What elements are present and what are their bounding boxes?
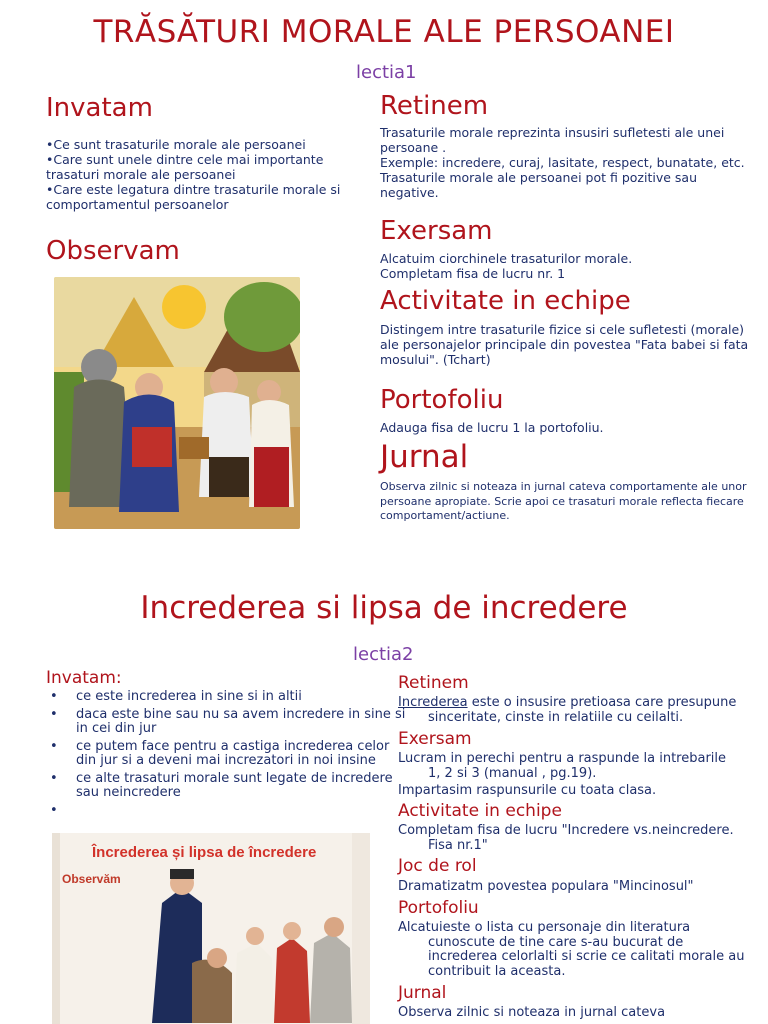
text-line: Dramatizatm povestea populara "Mincinosul" — [398, 879, 694, 894]
text-line: Completam fisa de lucru "Incredere vs.neincredere. — [398, 823, 734, 838]
lesson1-title: TRĂSĂTURI MORALE ALE PERSOANEI — [93, 14, 675, 50]
text-line: Impartasim raspunsurile cu toata clasa. — [398, 783, 657, 798]
lesson2-activitate-text — [398, 824, 763, 853]
text-line: Trasaturile morale reprezinta insusiri sufletesti ale unei — [380, 125, 725, 140]
lesson2-retinem-heading: Retinem — [398, 673, 469, 693]
text-line: Adauga fisa de lucru 1 la portofoliu. — [380, 420, 604, 435]
folk-tale-illustration — [54, 277, 300, 529]
list-item: trasaturi morale ale persoanei — [46, 167, 236, 182]
text-line: Lucram in perechi pentru a raspunde la intrebarile — [398, 751, 727, 766]
list-item: • ce alte trasaturi morale sunt legate de incredere sau neincredere — [76, 772, 406, 801]
text-line: mosului". (Tchart) — [380, 352, 491, 367]
text-line: ale personajelor principale din povestea "Fata babei si fata — [380, 337, 749, 352]
text-line: Trasaturile morale ale persoanei pot fi pozitive sau — [380, 170, 697, 185]
text-line: Completam fisa de lucru nr. 1 — [380, 266, 566, 281]
text-line: Fisa nr.1" — [428, 837, 488, 853]
text-line: persoane apropiate. Scrie apoi ce trasaturi morale reflecta fiecare — [380, 494, 744, 508]
lesson2-exersam-heading: Exersam — [398, 729, 472, 749]
lesson2-title: Increderea si lipsa de incredere — [140, 590, 628, 626]
lesson2-joc-text — [398, 880, 763, 895]
text-line: Alcatuieste o lista cu personaje din literatura — [398, 920, 691, 935]
text-line: este o insusire pretioasa care presupune — [467, 695, 737, 710]
lesson1-portofoliu-text — [380, 420, 755, 435]
lesson1-number: lectia1 — [356, 62, 417, 83]
text-line: cunoscute de tine care s-au bucurat de — [428, 934, 684, 950]
text-line: comportament/actiune. — [380, 509, 510, 522]
lesson1-jurnal-heading: Jurnal — [380, 439, 469, 475]
lesson1-jurnal-text — [380, 480, 765, 524]
list-item: • daca este bine sau nu sa avem incredere in sine si in cei din jur — [76, 708, 406, 737]
lesson2-jurnal-text — [398, 1006, 763, 1021]
list-item: • ce putem face pentru a castiga increderea celor din jur si a deveni mai increzatori in noi insine — [76, 740, 406, 769]
book-title: Încrederea și lipsa de încredere — [92, 844, 317, 861]
lesson2-activitate-heading: Activitate in echipe — [398, 801, 562, 821]
lesson2-retinem-text — [398, 696, 763, 725]
lesson1-retinem-heading: Retinem — [380, 91, 489, 121]
lesson1-exersam-heading: Exersam — [380, 216, 493, 246]
lesson2-portofoliu-text — [398, 921, 763, 979]
text-line: contribuit la aceasta. — [428, 963, 566, 979]
text-line: increderea celorlalti si scrie ce calitati morale au — [428, 949, 745, 964]
textbook-illustration — [52, 833, 370, 1024]
text-line: persoane . — [380, 140, 447, 155]
list-item: • ce este increderea in sine si in altii — [76, 690, 406, 705]
lesson2-portofoliu-heading: Portofoliu — [398, 898, 479, 918]
list-item — [76, 804, 406, 819]
text-line: Distingem intre trasaturile fizice si cele sufletesti (morale) — [380, 322, 745, 337]
lesson1-portofoliu-heading: Portofoliu — [380, 385, 504, 415]
list-item: •Ce sunt trasaturile morale ale persoanei — [46, 137, 306, 152]
lesson2-jurnal-heading: Jurnal — [398, 983, 447, 1003]
text-line: negative. — [380, 185, 439, 200]
text-line: Observa zilnic si noteaza in jurnal cateva comportamente ale unor — [380, 480, 747, 493]
lesson2-joc-heading: Joc de rol — [398, 856, 477, 876]
lesson2-number: lectia2 — [353, 644, 414, 665]
lesson1-retinem-text — [380, 125, 755, 200]
text-line: Observa zilnic si noteaza in jurnal cateva — [398, 1005, 666, 1020]
underlined-term: Increderea — [398, 695, 468, 710]
text-line: Alcatuim ciorchinele trasaturilor morale. — [380, 251, 633, 266]
list-item: •Care este legatura dintre trasaturile morale si — [46, 182, 341, 197]
book-label: Observăm — [62, 872, 121, 886]
list-item: comportamentul persoanelor — [46, 197, 229, 212]
lesson2-invatam-list — [46, 690, 406, 821]
lesson1-exersam-text — [380, 251, 755, 281]
lesson1-activitate-heading: Activitate in echipe — [380, 286, 631, 316]
list-item: •Care sunt unele dintre cele mai importante — [46, 152, 324, 167]
lesson2-invatam-heading: Invatam: — [46, 668, 122, 688]
lesson1-activitate-text — [380, 322, 760, 367]
lesson2-exersam-text — [398, 752, 763, 799]
text-line: 1, 2 si 3 (manual , pg.19). — [428, 765, 597, 781]
text-line: sinceritate, cinste in relatiile cu ceilalti. — [428, 709, 684, 725]
lesson1-invatam-list — [46, 137, 366, 212]
lesson1-observam-heading: Observam — [46, 236, 180, 266]
text-line: Exemple: incredere, curaj, lasitate, respect, bunatate, etc. — [380, 155, 745, 170]
lesson1-invatam-heading: Invatam — [46, 93, 153, 123]
